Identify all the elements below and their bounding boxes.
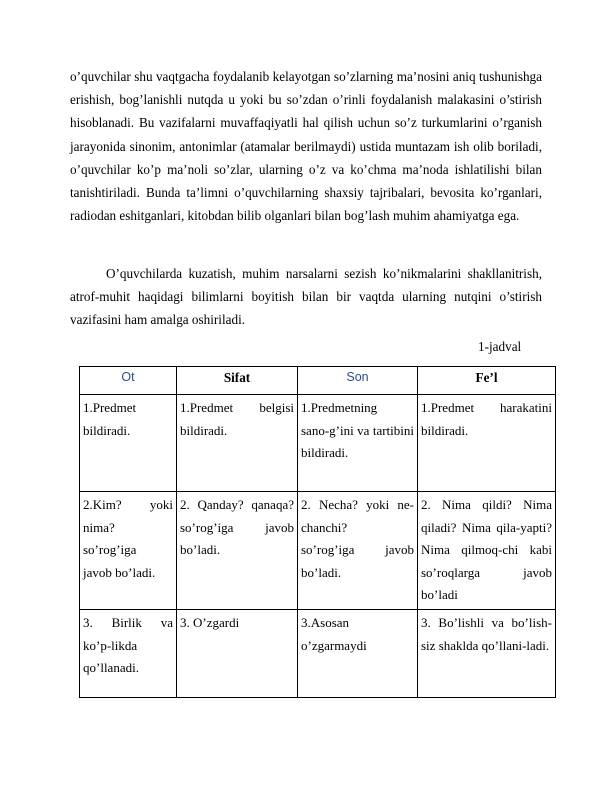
cell-text: bildiradi. — [83, 422, 131, 438]
cell-text: javob bo’ladi. — [83, 564, 156, 580]
table-cell — [80, 395, 177, 492]
header-ot: Ot — [80, 367, 177, 395]
table-row — [80, 609, 556, 697]
cell-text: 1.Predmet belgisi bildiradi. — [180, 400, 294, 438]
header-sifat: Sifat — [177, 367, 298, 395]
cell-text: 1.Predmet — [83, 400, 137, 415]
cell-text: so’rog’iga — [83, 542, 137, 558]
cell-text: sano-g’ini va tartibini bildiradi. — [301, 422, 414, 461]
cell-text: 2. Nima qildi? Nima qiladi? Nima qila-yapti? Nima qilmoq-chi kabi so’roqlarga javob bo’ladi — [421, 497, 552, 603]
table-cell — [298, 492, 418, 610]
cell-text: 3. O’zgardi — [180, 614, 240, 630]
cell-text: 3. Bo’lishli va bo’lish-siz shaklda qo’llani-ladi. — [421, 614, 552, 653]
body-paragraph-1: o’quvchilar shu vaqtgacha foydalanib kelayotgan so’zlarning ma’nosini aniq tushunishga erishish, bog’lanishli nutqda u yoki bu so’zdan o’rinli foydalanish malakasini o’stirish hisoblanadi. Bu vazifalarni muvaffaqiyatli hal qilish uchun so’z turkumlarini o’rganish jarayonida sinonim, antonimlar (atamalar berilmaydi) ustida muntazam ish olib boriladi, o’quvchilar ko’p ma’noli so’zlar, ularning o’z va ko’chma ma’noda ishlatilishi bilan tanishtiriladi. Bunda ta’limni o’quvchilarning shaxsiy tajribalari, bevosita ko’rganlari, radiodan eshitganlari, kitobdan bilib olganlari bilan bog’lash muhim ahamiyatga ega. — [70, 69, 542, 224]
table-cell — [418, 492, 556, 610]
table-row — [80, 395, 556, 492]
cell-text: so’rog’iga javob bo’ladi. — [301, 542, 414, 580]
cell-text: 3.Asosan — [301, 614, 350, 630]
table-cell — [418, 609, 556, 697]
cell-text: 1.Predmetning — [301, 400, 378, 415]
table-cell — [177, 609, 298, 697]
cell-text: 3. Birlik va ko’p-likda qo’llanadi. — [83, 614, 173, 676]
body-paragraph-2: O’quvchilarda kuzatish, muhim narsalarni sezish ko’nikmalarini shakllanitrish, atrof-muhit haqidagi bilimlarni boyitish bilan bir vaqtda ularning nutqini o’stirish vazifasini ham amalga oshiriladi. — [70, 266, 542, 328]
table-cell — [80, 492, 177, 610]
table-cell — [418, 395, 556, 492]
cell-text: 2. Qanday? qanaqa? so’rog’iga javob bo’ladi. — [180, 497, 294, 558]
table-cell — [298, 395, 418, 492]
table-cell — [80, 609, 177, 697]
parts-of-speech-table — [79, 366, 556, 698]
table-header-row — [80, 367, 556, 395]
cell-text: o’zgarmaydi — [301, 637, 367, 653]
table-row — [80, 492, 556, 610]
header-son: Son — [298, 367, 418, 395]
cell-text: 2.Kim? yoki nima? — [83, 497, 173, 535]
table-cell — [177, 492, 298, 610]
table-cell — [298, 609, 418, 697]
header-fel: Fe’l — [418, 367, 556, 395]
table-cell — [177, 395, 298, 492]
table-caption: 1-jadval — [478, 339, 522, 354]
cell-text: 2. Necha? yoki ne-chanchi? — [301, 497, 414, 535]
cell-text: 1.Predmet harakatini bildiradi. — [421, 400, 552, 438]
